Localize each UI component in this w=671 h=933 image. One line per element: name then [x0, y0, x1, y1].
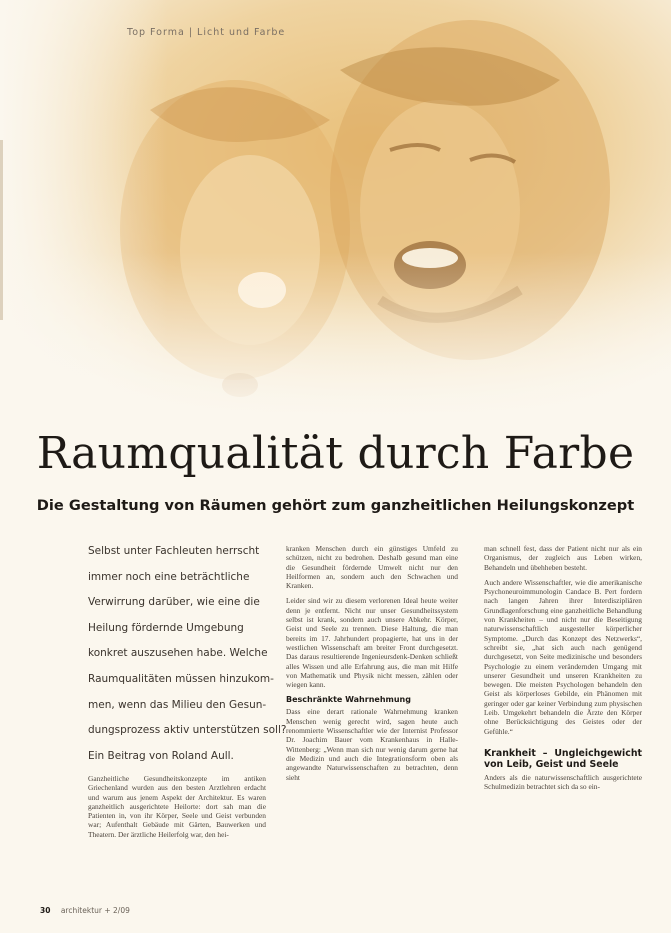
lead-line: Raumqualitäten müssen hinzukom-: [88, 672, 274, 685]
section-heading: Krankheit – Ungleichgewicht von Leib, Geist und Seele: [484, 747, 642, 771]
publication-name: architektur + 2/09: [60, 906, 130, 915]
lead-paragraph: [88, 539, 287, 769]
hero-illustration: [0, 0, 671, 420]
hero-photo-laughing-couple: [0, 0, 671, 420]
article-subtitle: Die Gestaltung von Räumen gehört zum ganzheitlichen Heilungskonzept: [36, 497, 635, 514]
lead-line: men, wenn das Milieu den Gesun-: [88, 698, 267, 711]
lead-line: Heilung fördernde Umgebung: [88, 621, 244, 634]
page-footer: [40, 906, 130, 915]
lead-line: konkret auszusehen habe. Welche: [88, 647, 268, 660]
body-paragraph: Ganzheitliche Gesundheitskonzepte im antiken Griechenland wurden aus den besten Arztlehren erdacht und warum aus jenem Aspekt der Architektur. Es waren ganzheitlich ausgerichtete Heilorte: dort sah man die Patienten in, von ihr Körper, Seele und Geist verbunden war; Aufenthalt Gebäude mit Gärten, Bauwerken und Theatern. Der ärztliche Heilerfolg war, den hei-: [88, 774, 266, 839]
page-edge-mark: [0, 140, 3, 320]
body-paragraph: Auch andere Wissenschaftler, wie die amerikanische Psychoneuroimmunologin Candace B. Pert fordern nach langen Jahren ihrer Interdiszipliären Grundlagenforschung eine ganzheitliche Behandlung von Krankheiten – und nicht nur die Beseitigung naturwissenschaftlich ausgesteller körperlicher Symptome. „Durch das Konzept des Netzwerks“, schreibt sie, „hat sich auch nach genügend durchgesetzt, von Seite medizinische und besonders Psychologie zu einem verändernden Umgang mit unserer Gesundheit und unseren Krankheiten zu bewegen. Die meisten Psychologen behandeln den Geist als körperloses Gebilde, ein Phänomen mit geringer oder gar keiner Verbindung zum physischen Leib. Umgekehrt behandeln die Ärzte den Körper ohne Berücksichtigung des Geistes oder der Gefühle.“: [484, 577, 642, 736]
section-heading: Beschränkte Wahrnehmung: [286, 695, 411, 705]
running-header: Top Forma | Licht und Farbe: [127, 27, 286, 38]
body-column-1: [88, 774, 266, 845]
body-paragraph: kranken Menschen durch ein günstiges Umfeld zu schützen, nicht zu bedrohen. Deshalb gesund man eine die Gesundheit fördernde Umwelt nicht nur den Heilformen an, sondern auch den Schwachen und Kranken.: [286, 544, 458, 591]
body-paragraph: Leider sind wir zu diesem verlorenen Ideal heute weiter denn je entfernt. Nicht nur unser Gesundheitssystem selbst ist krank, sondern auch unsere Abkehr. Körper, Geist und Seele zu trennen. Diese Haltung, die man bereits im 17. Jahrhundert propagierte, hat uns in der westlichen Wissenschaft am breiter Front durchgesetzt. Das daraus resultierende Ingenieursdenk-Denken schließt alles Wissen und alle Erfahrung aus, die man mit Hilfe von Mathematik und Physik nicht messen, zählen oder wiegen kann.: [286, 596, 458, 690]
body-paragraph: Dass eine derart rationale Wahrnehmung kranken Menschen wenig gerecht wird, sagen heute auch renommierte Wissenschaftler wie der Internist Professor Dr. Joachim Bauer vom Krankenhaus in Halle-Wittenberg: „Wenn man sich nur wenig darum gerne hat die Medizin und auch die Integrationsform oben als angewandte Naturwissenschaften zu betrachten, denn sieht: [286, 707, 458, 782]
lead-line: dungsprozess aktiv unterstützen soll?: [88, 724, 287, 737]
body-column-2: [286, 544, 458, 788]
page-number: 30: [40, 906, 51, 915]
lead-line: Verwirrung darüber, wie eine die: [88, 596, 260, 609]
body-paragraph: Anders als die naturwissenschaftlich ausgerichtete Schulmedizin betrachtet sich da so ein-: [484, 772, 642, 792]
lead-line: immer noch eine beträchtliche: [88, 570, 250, 583]
body-column-3: [484, 544, 642, 798]
lead-line: Ein Beitrag von Roland Aull.: [88, 749, 234, 762]
lead-line: Selbst unter Fachleuten herrscht: [88, 545, 260, 557]
body-paragraph: man schnell fest, dass der Patient nicht nur als ein Organismus, der zugleich aus Leben wirken, Behandeln und übehheben besteht.: [484, 544, 642, 572]
article-title: Raumqualität durch Farbe: [36, 428, 635, 479]
